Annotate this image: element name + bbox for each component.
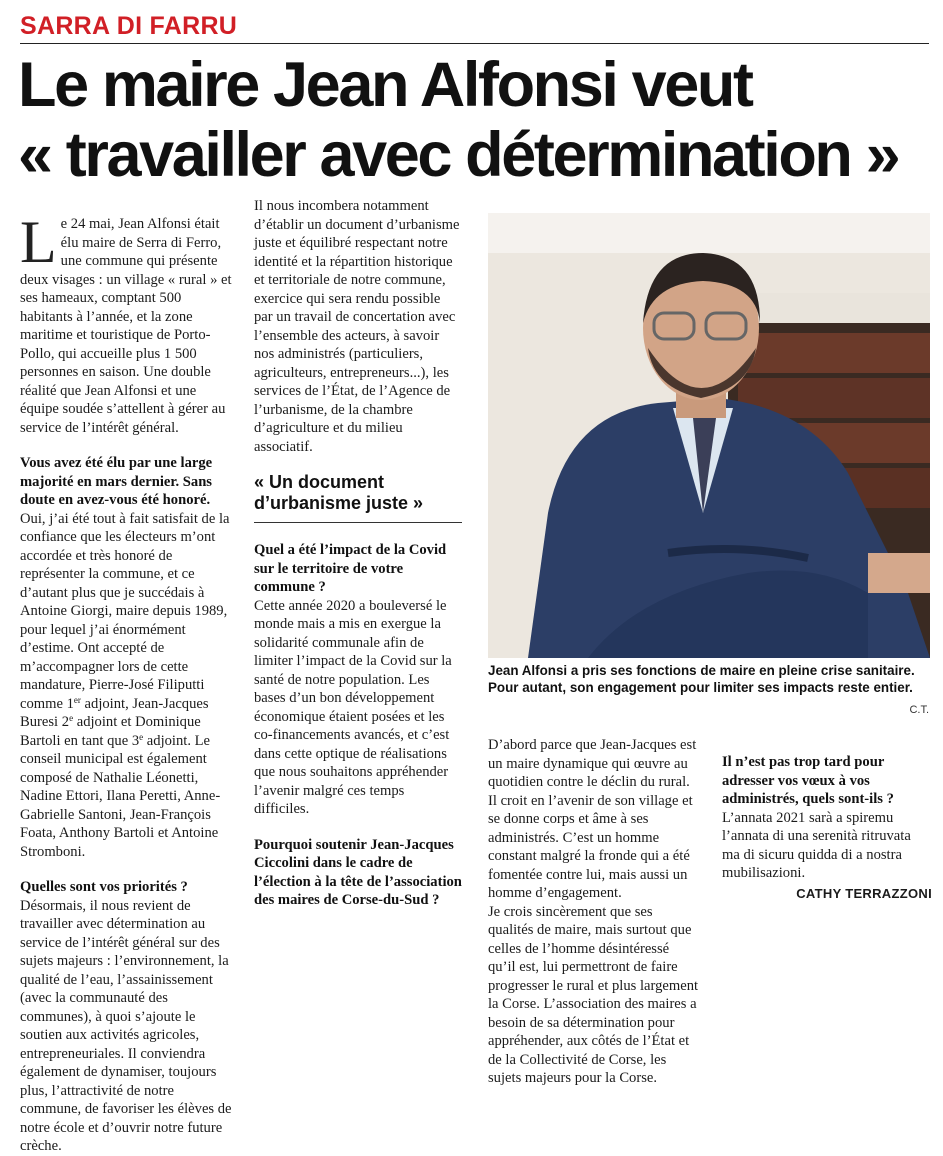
photo-caption: Jean Alfonsi a pris ses fonctions de maire en pleine crise sanitaire. Pour autant, son engagement pour limiter ses impacts reste entier. (488, 663, 915, 695)
article-headline (18, 50, 938, 190)
article-subhead: « Un document d’urbanisme juste » (254, 472, 424, 513)
answer-4-part-1: D’abord parce que Jean-Jacques est un maire dynamique qui œuvre au quotidien contre le déclin du rural. Il croit en l’avenir de son village et se donne corps et âme à ses administrés. C’est un homme constant malgré la fronde qui a été fomentée contre lui, mais aussi un homme d’engagement. (488, 737, 697, 901)
headline-line-2: « travailler avec détermination » (18, 120, 899, 190)
answer-1: Oui, j’ai été tout à fait satisfait de la confiance que les électeurs m’ont accordée et très honoré de représenter la commune, et ce d’autant plus que je succédais à Antoine Giorgi, maire depuis 1989, pour lequel j’ai énormément d’estime. Ont accepté de m’accompagner lors de cette mandature, Pierre-José Filiputti comme 1er adjoint, Jean-Jacques Buresi 2e adjoint et Dominique Bartoli en tant que 3e adjoint. Le conseil municipal est également composé de Nathalie Léonetti, Nadine Ettori, Ilana Peretti, Anne-Gabrielle Santoni, Jean-François Foata, Anthony Bartoli et Antoine Stromboni. (20, 510, 230, 860)
question-5: Il n’est pas trop tard pour adresser vos vœux à vos administrés, quels sont-ils ? (722, 754, 894, 807)
section-rubric: SARRA DI FARRU (20, 12, 238, 40)
text-column-1 (20, 209, 232, 1156)
author-signature: CATHY TERRAZZONI (796, 885, 932, 901)
text-column-4 (722, 736, 932, 903)
question-1: Vous avez été élu par une large majorité en mars dernier. Sans doute en avez-vous été honoré. (20, 455, 213, 508)
question-3: Quel a été l’impact de la Covid sur le territoire de votre commune ? (254, 542, 447, 595)
answer-4-part-2: Je crois sincèrement que ses qualités de maire, mais surtout que celles de l’homme désintéressé qu’il est, lui permettront de faire progresser le rural et plus largement la Corse. L’association des maires a besoin de sa détermination pour appréhender, aux côtés de l’État et de la Collectivité de Corse, les sujets majeurs pour la Corse. (488, 903, 699, 1086)
text-column-2 (254, 197, 462, 910)
answer-3: Cette année 2020 a bouleversé le monde mais a mis en exergue la solidarité communale afin de limiter l’impact de la Covid sur la santé de notre population. Les bases d’un bon développement économique étaient posées et les co-financements avancés, et c’est dans cette optique de réalisations que nous souhaitons appréhender l’avenir malgré ces temps difficiles. (254, 597, 452, 817)
header-divider (20, 43, 929, 44)
answer-2-part-2: Il nous incombera notamment d’établir un document d’urbanisme juste et équilibré respectant notre identité et la répartition historique et territoriale de notre commune, exercice qui sera rendu possible par un travail de concertation avec l’ensemble des acteurs, à savoir nos administrés (particuliers, agriculteurs, entrepreneurs...), les services de l’État, de l’Agence de l’urbanisme, de la chambre d’agriculture et du milieu associatif. (254, 198, 460, 455)
headline-line-1: Le maire Jean Alfonsi veut (18, 50, 752, 120)
drop-cap: L (20, 209, 57, 275)
photo-credit: C.T. (909, 704, 929, 716)
text-column-3 (488, 736, 700, 1088)
portrait-photo (488, 213, 930, 658)
answer-2-part-1: Désormais, il nous revient de travailler avec détermination au service de l’intérêt général sur des sujets majeurs : l’environnement, la qualité de l’eau, l’assainissement (avec la communauté des communes), à quoi s’ajoute le soutien aux activités agricoles, entrepreneuriales. Il conviendra également de dynamiser, toujours plus, l’attractivité de notre commune, de favoriser les élèves de notre école et d’ouvrir notre future crèche. (20, 897, 232, 1154)
intro-paragraph: Le 24 mai, Jean Alfonsi était élu maire de Serra di Ferro, une commune qui présente deux visages : un village « rural » et ses hameaux, comptant 500 habitants à l’année, et la zone maritime et touristique de Porto-Pollo, qui accueille plus 1 500 personnes en saison. Une double réalité que Jean Alfonsi et une équipe soudée s’attellent à gérer au service de l’intérêt général. (20, 209, 232, 436)
question-4: Pourquoi soutenir Jean-Jacques Ciccolini dans le cadre de l’élection à la tête de l’association des maires de Corse-du-Sud ? (254, 836, 462, 908)
question-2: Quelles sont vos priorités ? (20, 879, 188, 895)
answer-5: L’annata 2021 sarà a spiremu l’annata di una serenità ritruvata ma di sicuru quidda di a nostra mubilisazioni. (722, 809, 911, 881)
